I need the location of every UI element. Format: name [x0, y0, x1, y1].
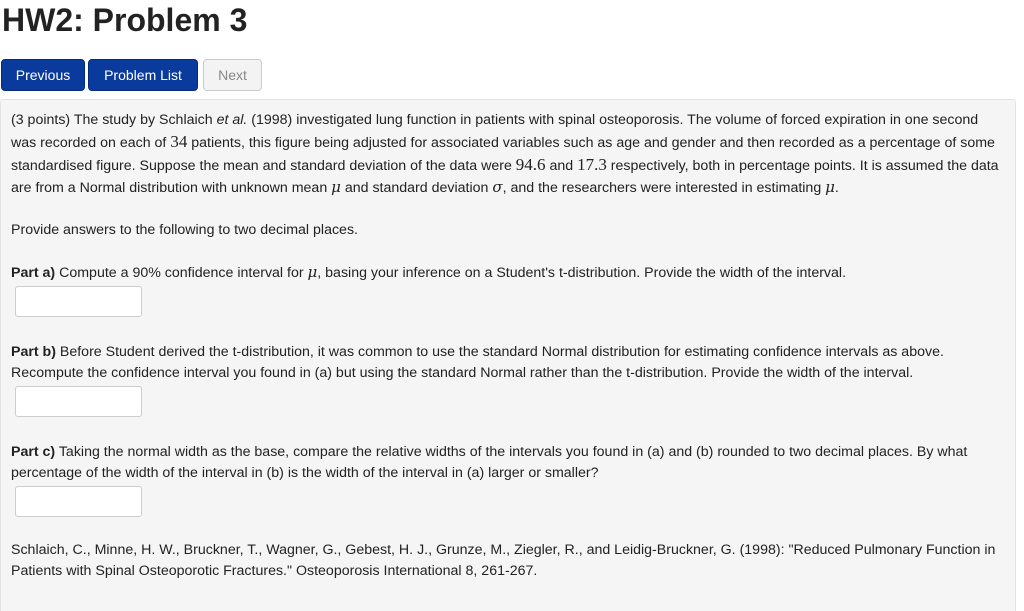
mu-symbol: μ: [825, 178, 835, 196]
sigma-symbol: σ: [492, 178, 503, 196]
sample-size: 34: [170, 132, 188, 151]
next-button: Next: [203, 59, 262, 91]
part-a-label: Part a): [11, 265, 56, 281]
problem-navigation: [1, 59, 265, 91]
part-c-question: Part c) Taking the normal width as the base, compare the relative widths of the intervals you found in (a) and (b) rounded to two decimal places. By what percentage of the width of the interval in (b) is the width of the interval in (a) larger or smaller?: [11, 444, 968, 481]
problem-list-button[interactable]: Problem List: [88, 59, 198, 91]
et-al-text: et al.: [216, 112, 248, 128]
sample-mean: 94.6: [515, 155, 546, 174]
part-c-label: Part c): [11, 444, 56, 460]
previous-button[interactable]: Previous: [1, 59, 85, 91]
part-b-label: Part b): [11, 344, 56, 360]
part-a-answer-input[interactable]: [15, 286, 142, 317]
problem-panel: [0, 99, 1016, 611]
reference-citation: Schlaich, C., Minne, H. W., Bruckner, T., Wagner, G., Gebest, H. J., Grunze, M., Ziegler, R., and Leidig-Bruckner, G. (1998): "Reduced Pulmonary Function in Patients with Spinal Osteoporotic Fractures." Osteoporosis International 8, 261-267.: [11, 542, 996, 579]
instructions: Provide answers to the following to two decimal places.: [11, 222, 358, 238]
part-b-answer-input[interactable]: [15, 386, 142, 417]
part-c-answer-input[interactable]: [15, 486, 142, 517]
mu-symbol: μ: [307, 263, 318, 281]
part-b-question: Part b) Before Student derived the t-distribution, it was common to use the standard Normal distribution for estimating confidence intervals as above. Recompute the confidence interval you found in (a) but using the standard Normal rather than the t-distribution. Provide the width of the interval.: [11, 344, 944, 381]
mu-symbol: μ: [331, 178, 341, 196]
part-a-question: Part a) Compute a 90% confidence interval for μ, basing your inference on a Student's t-distribution. Provide the width of the interval.: [11, 263, 847, 281]
problem-intro: (3 points) The study by Schlaich et al. (1998) investigated lung function in patients with spinal osteoporosis. The volume of forced expiration in one second was recorded on each of 34 patients, this figure being adjusted for associated variables such as age and gender and then recorded as a percentage of some standardised figure. Suppose the mean and standard deviation of the data were 94.6 and 17.3 respectively, both in percentage points. It is assumed the data are from a Normal distribution with unknown mean μ and standard deviation σ, and the researchers were interested in estimating μ.: [11, 112, 999, 196]
sample-sd: 17.3: [577, 155, 607, 174]
page-title: HW2: Problem 3: [2, 2, 248, 38]
